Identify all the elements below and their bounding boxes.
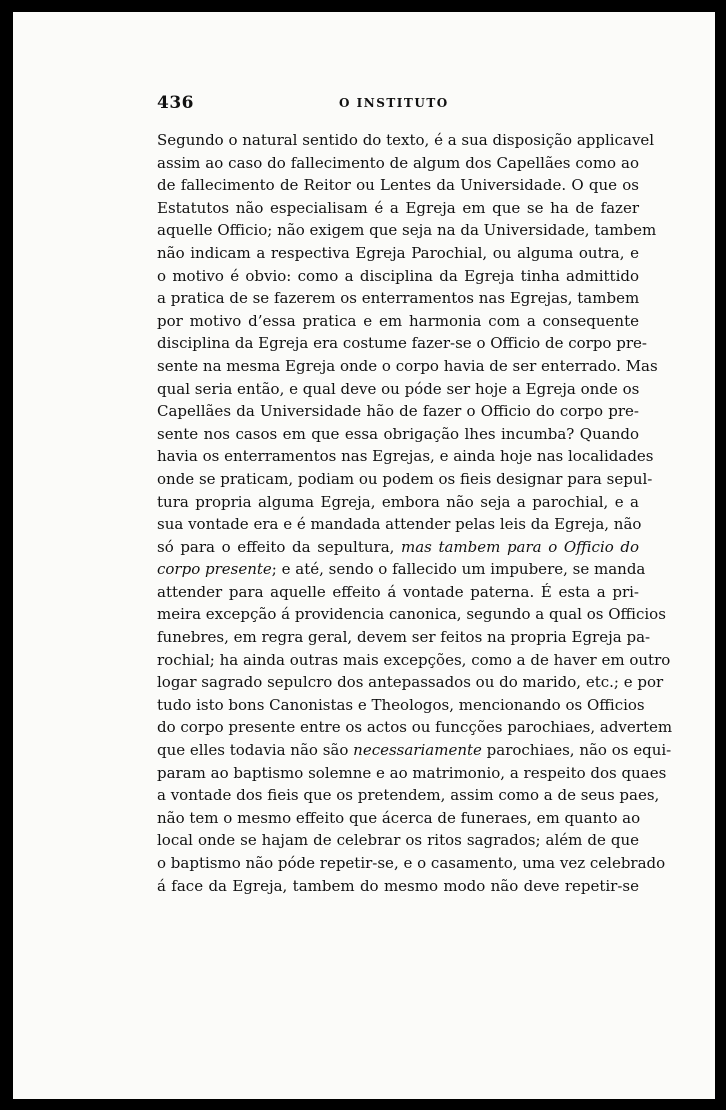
text-line bbox=[157, 242, 639, 265]
text-segment: meira excepção á providencia canonica, segundo a qual os Officios bbox=[157, 605, 666, 624]
text-line bbox=[157, 197, 639, 220]
text-segment: que elles todavia não são bbox=[157, 741, 354, 760]
text-line bbox=[157, 762, 667, 785]
italic-phrase: corpo presente bbox=[157, 560, 272, 579]
text-line bbox=[157, 332, 647, 355]
text-segment: a vontade dos fieis que os pretendem, assim como a de seus paes, bbox=[157, 786, 660, 805]
text-segment: Estatutos não especialisam é a Egreja em que se ha de fazer bbox=[157, 198, 639, 217]
text-line bbox=[157, 287, 639, 310]
text-segment: á face da Egreja, tambem do mesmo modo não deve repetir-se bbox=[157, 876, 639, 895]
text-segment: funebres, em regra geral, devem ser feitos na propria Egreja pa- bbox=[157, 628, 651, 647]
text-segment: do corpo presente entre os actos ou funcções parochiaes, advertem bbox=[157, 718, 673, 737]
text-line bbox=[157, 468, 653, 491]
text-segment: o motivo é obvio: como a disciplina da Egreja tinha admittido bbox=[157, 266, 639, 285]
text-segment: Segundo o natural sentido do texto, é a sua disposição applicavel bbox=[157, 131, 655, 149]
text-segment: tudo isto bons Canonistas e Theologos, mencionando os Officios bbox=[157, 695, 645, 714]
text-segment: param ao baptismo solemne e ao matrimonio, a respeito dos quaes bbox=[157, 763, 667, 782]
text-line bbox=[157, 400, 639, 423]
text-segment: ; e até, sendo o fallecido um impubere, se manda bbox=[271, 560, 646, 579]
text-line bbox=[157, 739, 672, 762]
text-segment: não indicam a respectiva Egreja Parochial, ou alguma outra, e bbox=[157, 243, 639, 262]
text-line bbox=[157, 558, 646, 581]
text-line bbox=[157, 852, 666, 875]
text-segment: por motivo d’essa pratica e em harmonia com a consequente bbox=[157, 311, 639, 330]
text-line bbox=[157, 536, 639, 559]
text-line bbox=[157, 174, 639, 197]
text-line bbox=[157, 603, 666, 626]
text-line bbox=[157, 423, 639, 446]
text-line bbox=[157, 716, 673, 739]
text-segment: onde se praticam, podiam ou podem os fieis designar para sepul- bbox=[157, 469, 653, 488]
text-segment: tura propria alguma Egreja, embora não seja a parochial, e a bbox=[157, 492, 639, 511]
text-line bbox=[157, 829, 639, 852]
italic-phrase: mas tambem para o Officio do bbox=[401, 537, 640, 556]
text-segment: o baptismo não póde repetir-se, e o casamento, uma vez celebrado bbox=[157, 854, 666, 872]
text-segment: sua vontade era e é mandada attender pelas leis da Egreja, não bbox=[157, 515, 642, 534]
text-line bbox=[157, 310, 639, 333]
text-segment: sente nos casos em que essa obrigação lhes incumba? Quando bbox=[157, 424, 639, 443]
text-line bbox=[157, 513, 642, 536]
text-line bbox=[157, 671, 664, 694]
text-segment: rochial; ha ainda outras mais excepções, como a de haver em outro bbox=[157, 650, 671, 669]
text-segment: parochiaes, não os equi- bbox=[481, 741, 672, 760]
text-line bbox=[157, 265, 639, 288]
text-segment: local onde se hajam de celebrar os ritos sagrados; além de que bbox=[157, 831, 639, 850]
running-title: O INSTITUTO bbox=[339, 96, 449, 110]
running-head bbox=[157, 93, 639, 117]
text-segment: attender para aquelle effeito á vontade paterna. É esta a pri- bbox=[157, 582, 639, 601]
text-line bbox=[157, 649, 671, 672]
text-line bbox=[157, 152, 639, 175]
text-segment: logar sagrado sepulcro dos antepassados ou do marido, etc.; e por bbox=[157, 673, 664, 692]
text-line bbox=[157, 875, 639, 898]
text-segment: Capellães da Universidade hão de fazer o Officio do corpo pre- bbox=[157, 402, 639, 421]
text-line bbox=[157, 807, 639, 830]
text-segment: qual seria então, e qual deve ou póde ser hoje a Egreja onde os bbox=[157, 379, 640, 398]
page-number: 436 bbox=[157, 93, 194, 113]
text-line bbox=[157, 784, 660, 807]
body-text bbox=[157, 129, 673, 897]
text-segment: não tem o mesmo effeito que ácerca de funeraes, em quanto ao bbox=[157, 808, 641, 827]
text-line bbox=[157, 219, 657, 242]
text-segment: a pratica de se fazerem os enterramentos nas Egrejas, tambem bbox=[157, 289, 640, 308]
text-segment: havia os enterramentos nas Egrejas, e ainda hoje nas localidades bbox=[157, 447, 654, 466]
italic-phrase: necessariamente bbox=[353, 741, 482, 760]
text-line bbox=[157, 378, 639, 401]
text-line bbox=[157, 626, 651, 649]
text-segment: só para o effeito da sepultura, bbox=[157, 537, 401, 556]
text-segment: aquelle Officio; não exigem que seja na da Universidade, tambem bbox=[157, 221, 657, 240]
text-line bbox=[157, 129, 655, 152]
text-segment: disciplina da Egreja era costume fazer-se o Officio de corpo pre- bbox=[157, 334, 647, 353]
text-segment: sente na mesma Egreja onde o corpo havia de ser enterrado. Mas bbox=[157, 356, 658, 375]
text-segment: assim ao caso do fallecimento de algum dos Capellães como ao bbox=[157, 153, 639, 172]
text-line bbox=[157, 694, 645, 717]
text-line bbox=[157, 355, 658, 378]
book-page bbox=[13, 12, 715, 1099]
text-line bbox=[157, 445, 654, 468]
text-line bbox=[157, 581, 639, 604]
text-line bbox=[157, 491, 639, 514]
text-segment: de fallecimento de Reitor ou Lentes da Universidade. O que os bbox=[157, 176, 639, 195]
